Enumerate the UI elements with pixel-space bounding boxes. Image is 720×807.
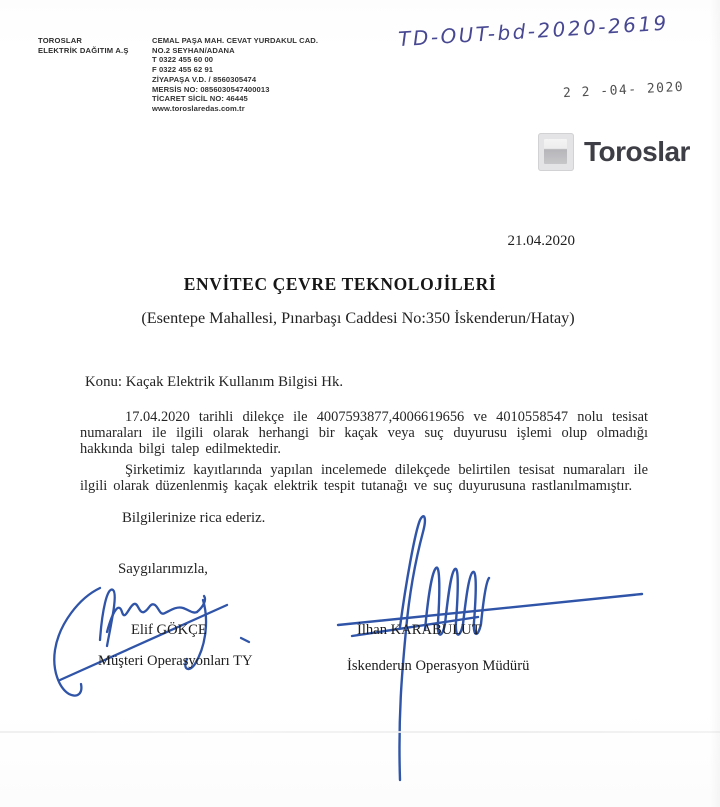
body-paragraph-1: 17.04.2020 tarihli dilekçe ile 4007593877,4006619656 ve 4010558547 nolu tesisat numaraları ile ilgili olarak herhangi bir kaçak veya suç duyurusu işlemi olup olmadığı hakkında bilgi talep edilmektedir.: [80, 409, 648, 458]
handwritten-reference-number: TD-OUT-bd-2020-2619: [397, 10, 670, 52]
letterhead-company-name: [38, 36, 129, 55]
toroslar-logo: [538, 133, 690, 171]
letterhead-address-line: ZİYAPAŞA V.D. / 8560305474: [152, 74, 257, 84]
subject-line: Konu: Kaçak Elektrik Kullanım Bilgisi Hk.: [85, 374, 344, 390]
recipient-address: (Esentepe Mahallesi, Pınarbaşı Caddesi No:350 İskenderun/Hatay): [141, 309, 575, 327]
letterhead-address-line: NO.2 SEYHAN/ADANA: [152, 45, 235, 55]
letterhead-website: www.toroslaredas.com.tr: [152, 103, 245, 113]
letterhead-address-line: F 0322 455 62 91: [152, 65, 214, 75]
signer-name-right: İlhan KARABULUT: [357, 622, 481, 638]
body-paragraph-2: Şirketimiz kayıtlarında yapılan incelemede dilekçede belirtilen tesisat numaraları ile ilgili olarak düzenlenmiş kaçak elektrik tespit tutanağı ve suç duyurusuna rastlanılmamıştır.: [80, 462, 648, 495]
letterhead-address: [152, 36, 318, 114]
toroslar-logo-text: Toroslar: [584, 136, 690, 167]
letter-date: 21.04.2020: [507, 233, 575, 249]
signer-name-left: Elif GÖKÇE: [131, 622, 207, 638]
salutation-line: Saygılarımızla,: [118, 561, 208, 577]
toroslar-logo-icon: [538, 133, 574, 171]
closing-line: Bilgilerinize rica ederiz.: [122, 510, 266, 526]
signer-title-right: İskenderun Operasyon Müdürü: [347, 658, 530, 674]
company-name-line1: TOROSLAR: [38, 36, 83, 45]
received-date-stamp: 2 2 -04- 2020: [562, 79, 685, 102]
letterhead-address-line: TİCARET SİCİL NO: 46445: [152, 94, 248, 104]
signer-title-left: Müşteri Operasyonları TY: [98, 653, 253, 669]
signature-elif-gokce: [45, 572, 257, 712]
scan-fold-line: [0, 731, 720, 733]
scan-edge-shadow: [710, 0, 720, 807]
letterhead-address-line: MERSİS NO: 0856030547400013: [152, 84, 270, 94]
letterhead-address-line: T 0322 455 60 00: [152, 55, 214, 65]
letterhead-address-line: CEMAL PAŞA MAH. CEVAT YURDAKUL CAD.: [152, 36, 319, 45]
recipient-name: ENVİTEC ÇEVRE TEKNOLOJİLERİ: [183, 274, 497, 294]
signature-ilhan-karabulut: [320, 512, 652, 792]
company-name-line2: ELEKTRİK DAĞITIM A.Ş: [38, 45, 129, 55]
